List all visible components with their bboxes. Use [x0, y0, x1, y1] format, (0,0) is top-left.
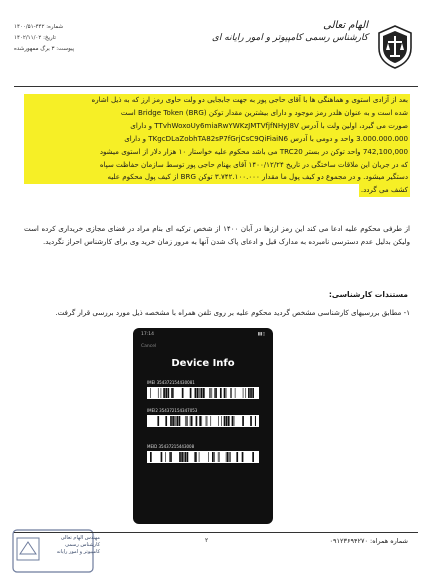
- attachment-note: پیوست: ۳ برگ ممهورشده: [14, 46, 75, 52]
- highlighted-line: شده است و به عنوان هلدر رمز موجود و دارای بیشترین مقدار توکن Bridge Token (BRG) است: [24, 107, 410, 120]
- highlighted-line: که در جریان این ملاقات ساختگی در تاریخ ۱۴۰۰/۱۲/۲۴ آقای بهنام حاجی پور توسط سازمان حفاظت سپاه: [24, 159, 410, 172]
- imei-label: IMEI2 354372154347053: [147, 408, 198, 413]
- contact-phone: شماره همراه: ۰۹۱۲۳۶۹۴۲۷۰: [329, 537, 408, 545]
- document-date: تاریخ: ۱۴۰۲/۱۱/۰۲: [14, 35, 56, 41]
- reference-number: شماره: ۴۴۲-۱۴۰۰/۵۱: [14, 24, 64, 30]
- letterhead-title: [168, 20, 368, 43]
- stamp-line: کارشناس رسمی: [65, 542, 100, 548]
- barcode-icon: [147, 415, 259, 427]
- highlighted-line: 742,100,000 واحد توکن در بستر TRC20 می باشد محکوم علیه خواستار ۱۰ هزار دلار از استوی میشود: [24, 146, 410, 159]
- page-number: ۲: [205, 537, 209, 544]
- highlighted-line: صورت می گیرد، اولین ولت با آدرس TTvhWoxoUy6miaRwYWKzJMTVfjfNHyJ8V و دارای: [24, 120, 410, 133]
- device-info-title: Device Info: [171, 358, 235, 369]
- barcode-icon: [147, 387, 259, 399]
- highlighted-line: 3.000.000.000 واحد و دومی با آدرس TKgcDLaZobhTA82sP7fGrjCsC9QiFiaiN6 و دارای: [24, 133, 410, 146]
- imei-label: MEID 35437215443008: [147, 444, 195, 449]
- highlighted-line: دستگیر میشود. و در مجموع دو کیف پول ما مقدار ۳.۷۴۲.۱۰۰.۰۰۰ توکن BRG از کیف پول محکوم علیه: [24, 171, 410, 184]
- office-name: کارشناس رسمی کامپیوتر و امور رایانه ای: [211, 33, 368, 43]
- finding-item: ۱- مطابق بررسیهای کارشناسی مشخص گردید محکوم علیه بر روی تلفن همراه با مشخصه ذیل مورد بررسی قرار گرفت.: [55, 308, 410, 317]
- barcode-icon: [147, 451, 259, 463]
- device-info-screenshot: [133, 328, 273, 524]
- claim-paragraph: از طرفی محکوم علیه ادعا می کند این رمز ارزها در آبان ۱۴۰۰ از شخص ترکیه ای بنام مراد در فضای مجازی خریداری کرده است ولیکن بدلیل عدم دسترسی نامبرده به مدارک قبل و ادعای پاک شدن آنها به مرور زمان خرید وی برای کارشناس احراز نگردید.: [24, 224, 410, 246]
- motto: الهام تعالی: [323, 20, 368, 31]
- section-heading: مستندات کارشناسی:: [328, 290, 408, 299]
- header-divider: [14, 86, 418, 87]
- highlighted-paragraph: [24, 94, 410, 202]
- cancel-button: Cancel: [141, 344, 157, 349]
- stamp-line: کامپیوتر و امور رایانه: [56, 549, 100, 555]
- stamp-line: مهندس الهام تعالی: [60, 535, 100, 541]
- imei-label: IMEI 354372154430081: [147, 380, 195, 385]
- judiciary-seal-icon: [376, 24, 414, 70]
- document-meta: [14, 22, 94, 55]
- imei-entry: [147, 380, 259, 399]
- battery-icon: ▮▮▯: [257, 332, 265, 337]
- highlighted-line: بعد از آزادی استوی و هماهنگی ها با آقای حاجی پور به جهت جابجایی دو ولت حاوی رمز ارز که به ذیل اشاره: [24, 94, 410, 107]
- imei-entry: [147, 408, 259, 427]
- phone-status-bar: [141, 332, 265, 340]
- highlighted-line: کشف می گردد.: [359, 184, 410, 197]
- status-time: 17:14: [141, 332, 154, 337]
- footer-divider: [14, 532, 418, 533]
- stamp-text: [40, 535, 100, 556]
- imei-entry: [147, 444, 259, 463]
